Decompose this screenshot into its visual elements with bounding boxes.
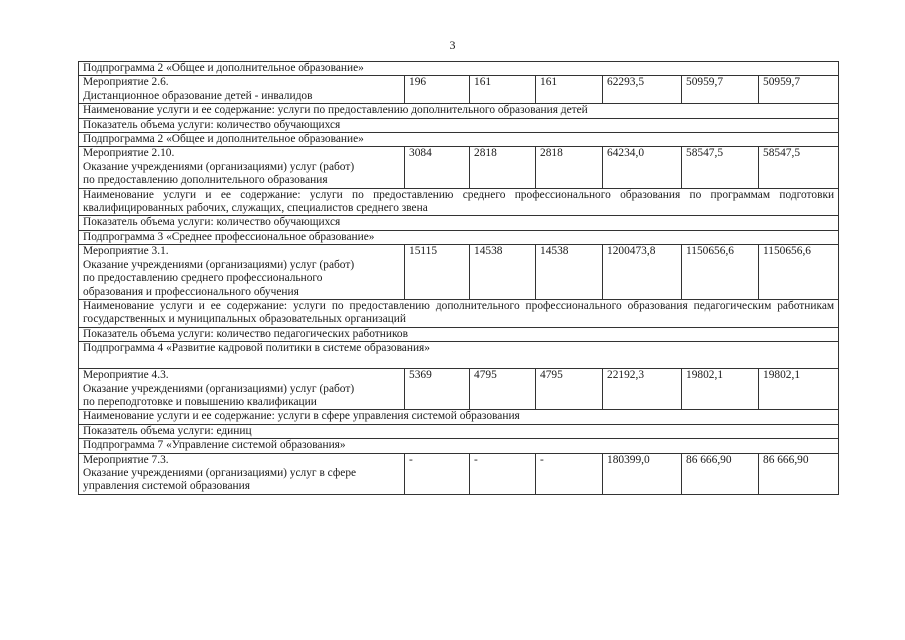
table-row-section xyxy=(79,327,839,341)
value-cell: 86 666,90 xyxy=(682,453,759,494)
value-cell: 4795 xyxy=(470,369,536,410)
value-cell: 15115 xyxy=(405,245,470,300)
table-row-measure xyxy=(79,147,839,188)
value-cell: 62293,5 xyxy=(603,76,682,104)
value-cell: 1200473,8 xyxy=(603,245,682,300)
section-text-cell: Наименование услуги и ее содержание: услуги по предоставлению дополнительного профессионального образования педагогическим работникам государственных и муниципальных образовательных организаций xyxy=(79,299,839,327)
section-text-cell: Подпрограмма 7 «Управление системой образования» xyxy=(79,439,839,453)
value-cell: 161 xyxy=(536,76,603,104)
value-cell: 3084 xyxy=(405,147,470,188)
value-cell: 14538 xyxy=(536,245,603,300)
value-cell: - xyxy=(470,453,536,494)
value-cell: 2818 xyxy=(470,147,536,188)
table-row-section xyxy=(79,62,839,76)
section-text-cell: Наименование услуги и ее содержание: услуги по предоставлению дополнительного образования детей xyxy=(79,104,839,118)
section-text-cell: Показатель объема услуги: количество педагогических работников xyxy=(79,327,839,341)
value-cell: 50959,7 xyxy=(682,76,759,104)
measure-description-cell: Мероприятие 2.10. Оказание учреждениями (организациями) услуг (работ) по предоставлению дополнительного образования xyxy=(79,147,405,188)
value-cell: 1150656,6 xyxy=(759,245,839,300)
section-text-cell: Показатель объема услуги: количество обучающихся xyxy=(79,216,839,230)
value-cell: 50959,7 xyxy=(759,76,839,104)
table-row-section xyxy=(79,299,839,327)
table-row-measure xyxy=(79,76,839,104)
value-cell: 58547,5 xyxy=(682,147,759,188)
table-row-section xyxy=(79,424,839,438)
value-cell: 2818 xyxy=(536,147,603,188)
measure-description-cell: Мероприятие 7.3. Оказание учреждениями (организациями) услуг в сфере управления системой образования xyxy=(79,453,405,494)
value-cell: 4795 xyxy=(536,369,603,410)
value-cell: 22192,3 xyxy=(603,369,682,410)
table-row-section xyxy=(79,104,839,118)
value-cell: 196 xyxy=(405,76,470,104)
value-cell: 86 666,90 xyxy=(759,453,839,494)
value-cell: 64234,0 xyxy=(603,147,682,188)
table-row-section xyxy=(79,118,839,132)
value-cell: - xyxy=(536,453,603,494)
value-cell: 19802,1 xyxy=(759,369,839,410)
table-row-measure xyxy=(79,245,839,300)
measure-description-cell: Мероприятие 4.3. Оказание учреждениями (организациями) услуг (работ) по переподготовке и повышению квалификации xyxy=(79,369,405,410)
section-text-cell: Наименование услуги и ее содержание: услуги по предоставлению среднего профессионального образования по программам подготовки квалифицированных рабочих, служащих, специалистов среднего звена xyxy=(79,188,839,216)
value-cell: 161 xyxy=(470,76,536,104)
value-cell: 5369 xyxy=(405,369,470,410)
value-cell: 14538 xyxy=(470,245,536,300)
section-text-cell: Показатель объема услуги: количество обучающихся xyxy=(79,118,839,132)
section-text-cell: Показатель объема услуги: единиц xyxy=(79,424,839,438)
table-row-measure xyxy=(79,453,839,494)
section-text-cell: Подпрограмма 3 «Среднее профессиональное образование» xyxy=(79,230,839,244)
measure-description-cell: Мероприятие 3.1. Оказание учреждениями (организациями) услуг (работ) по предоставлению среднего профессионального образования и профессионального обучения xyxy=(79,245,405,300)
section-text-cell: Подпрограмма 2 «Общее и дополнительное образование» xyxy=(79,133,839,147)
table-row-section xyxy=(79,188,839,216)
measure-description-cell: Мероприятие 2.6. Дистанционное образование детей - инвалидов xyxy=(79,76,405,104)
table-row-section xyxy=(79,216,839,230)
value-cell: 58547,5 xyxy=(759,147,839,188)
value-cell: 180399,0 xyxy=(603,453,682,494)
budget-table xyxy=(78,61,839,495)
table-row-section xyxy=(79,342,839,369)
table-row-measure xyxy=(79,369,839,410)
section-text-cell: Наименование услуги и ее содержание: услуги в сфере управления системой образования xyxy=(79,410,839,424)
section-text-cell: Подпрограмма 2 «Общее и дополнительное образование» xyxy=(79,62,839,76)
table-row-section xyxy=(79,439,839,453)
value-cell: 1150656,6 xyxy=(682,245,759,300)
value-cell: - xyxy=(405,453,470,494)
table-row-section xyxy=(79,230,839,244)
table-row-section xyxy=(79,410,839,424)
section-text-cell: Подпрограмма 4 «Развитие кадровой политики в системе образования» xyxy=(79,342,839,369)
value-cell: 19802,1 xyxy=(682,369,759,410)
table-row-section xyxy=(79,133,839,147)
page-number: 3 xyxy=(449,38,456,52)
